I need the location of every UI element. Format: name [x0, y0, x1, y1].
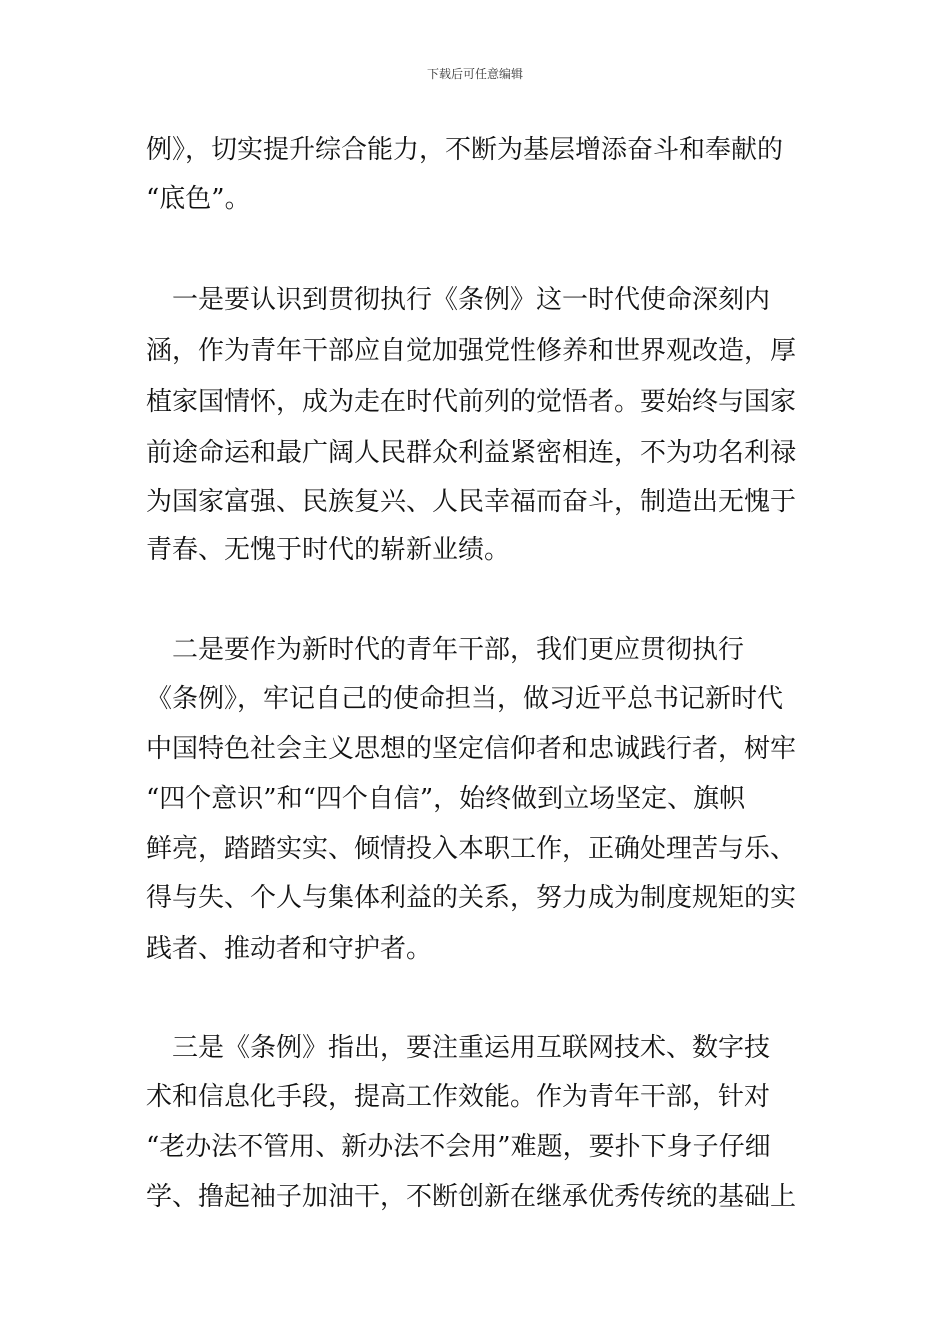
text-line: 术和信息化手段，提高工作效能。作为青年干部，针对 — [146, 1082, 771, 1112]
text-line: 一是要认识到贯彻执行《条例》这一时代使命深刻内 — [146, 285, 771, 315]
text-line: 中国特色社会主义思想的坚定信仰者和忠诚践行者，树牢 — [146, 734, 797, 764]
text-line: 涵，作为青年干部应自觉加强党性修养和世界观改造，厚 — [146, 336, 797, 366]
page-header: 下载后可任意编辑 — [426, 67, 523, 81]
text-line: “底色”。 — [146, 184, 251, 214]
text-line: 为国家富强、民族复兴、人民幸福而奋斗，制造出无愧于 — [146, 487, 797, 517]
text-line: 《条例》，牢记自己的使命担当，做习近平总书记新时代 — [146, 684, 784, 714]
text-line: 二是要作为新时代的青年干部，我们更应贯彻执行 — [146, 635, 745, 665]
text-line: 学、撸起袖子加油干，不断创新在继承优秀传统的基础上 — [146, 1182, 797, 1212]
text-line: 践者、推动者和守护者。 — [146, 934, 433, 964]
text-line: 前途命运和最广阔人民群众利益紧密相连，不为功名利禄 — [146, 438, 797, 468]
text-line: 例》，切实提升综合能力，不断为基层增添奋斗和奉献的 — [146, 135, 784, 165]
text-line: “四个意识”和“四个自信”，始终做到立场坚定、旗帜 — [146, 784, 746, 814]
text-line: 得与失、个人与集体利益的关系，努力成为制度规矩的实 — [146, 883, 797, 913]
text-line: 青春、无愧于时代的崭新业绩。 — [146, 535, 511, 565]
text-line: 植家国情怀，成为走在时代前列的觉悟者。要始终与国家 — [146, 387, 797, 417]
text-line: 三是《条例》指出，要注重运用互联网技术、数字技 — [146, 1033, 771, 1063]
text-line: “老办法不管用、新办法不会用”难题，要扑下身子仔细 — [146, 1132, 771, 1162]
text-line: 鲜亮，踏踏实实、倾情投入本职工作，正确处理苦与乐、 — [146, 834, 797, 864]
